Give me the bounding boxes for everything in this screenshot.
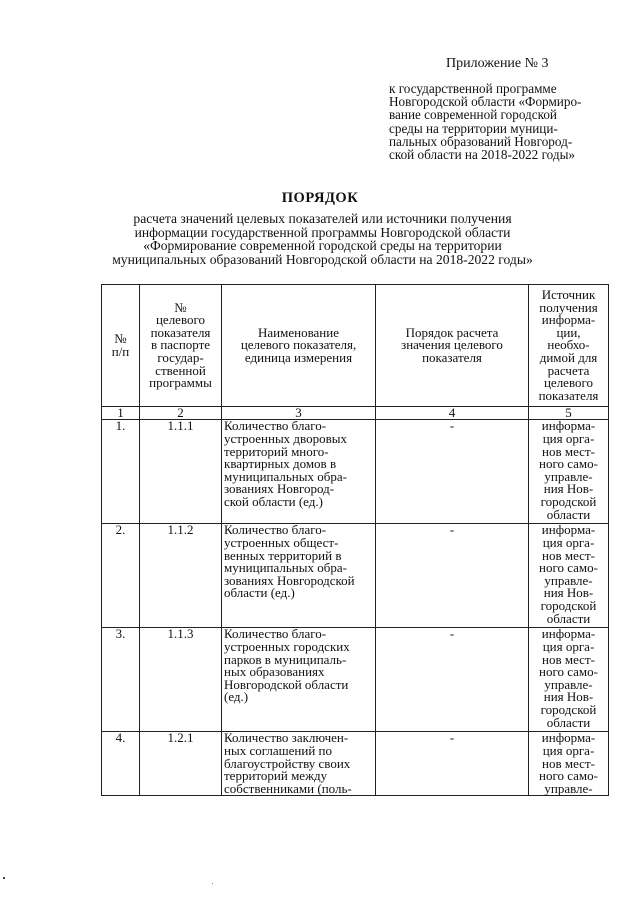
indicator-code: 1.1.1 xyxy=(140,420,222,524)
table-row xyxy=(102,628,609,732)
cell-line: управле- xyxy=(544,572,593,588)
cell-line: венных территорий в xyxy=(224,547,342,563)
header-line: государ- xyxy=(157,349,204,365)
indicator-name xyxy=(222,524,376,628)
column-number: 5 xyxy=(529,407,609,420)
cell-line: квартирных домов в xyxy=(224,456,337,472)
cell-line: ного само- xyxy=(539,456,598,472)
cell-line: городской xyxy=(540,597,597,613)
column-number: 2 xyxy=(140,407,222,420)
cell-line: территорий много- xyxy=(224,443,329,459)
cell-line: Новгородской области xyxy=(224,676,349,692)
cell-line: области xyxy=(546,610,591,626)
cell-line: Количество благо- xyxy=(224,522,327,538)
header-line: ции, xyxy=(556,324,581,340)
cell-line: устроенных дворовых xyxy=(224,430,347,446)
indicator-name xyxy=(222,732,376,796)
table-row xyxy=(102,732,609,796)
cell-line: управле- xyxy=(544,676,593,692)
row-number: 1. xyxy=(102,420,140,524)
cell-line: ской области (ед.) xyxy=(224,493,323,509)
appendix-line: ской области на 2018-2022 годы» xyxy=(389,147,576,163)
cell-line: устроенных городских xyxy=(224,638,350,654)
row-number: 3. xyxy=(102,628,140,732)
cell-line: собственниками (поль- xyxy=(224,780,352,796)
cell-line: ного само- xyxy=(539,768,598,784)
cell-line: городской xyxy=(540,701,597,717)
cell-line: информа- xyxy=(541,626,596,642)
cell-line: городской xyxy=(540,493,597,509)
indicators-table xyxy=(101,284,609,796)
document-subtitle xyxy=(100,212,545,266)
header-line: показателя xyxy=(422,349,482,365)
indicator-code: 1.1.2 xyxy=(140,524,222,628)
data-source xyxy=(529,420,609,524)
document-heading: ПОРЯДОК xyxy=(281,190,359,206)
header-line: получения xyxy=(539,299,598,315)
cell-line: муниципальных обра- xyxy=(224,560,347,576)
scan-artifact xyxy=(3,877,5,879)
appendix-line: среды на территории муници- xyxy=(389,120,558,136)
cell-line: ния Нов- xyxy=(543,481,594,497)
cell-line: ция орга- xyxy=(542,742,595,758)
cell-line: ного само- xyxy=(539,664,598,680)
cell-line: Количество заключен- xyxy=(224,730,349,746)
header-line: димой для xyxy=(539,349,598,365)
header-line: № xyxy=(114,331,127,347)
header-line: программы xyxy=(149,375,212,391)
subtitle-line: муниципальных образований Новгородской области на 2018-2022 годы» xyxy=(112,251,533,267)
indicator-code: 1.2.1 xyxy=(140,732,222,796)
header-cell-data-source xyxy=(529,285,609,407)
appendix-line: к государственной программе xyxy=(389,81,557,96)
cell-line: информа- xyxy=(541,730,596,746)
cell-line: (ед.) xyxy=(224,689,249,705)
column-number: 4 xyxy=(376,407,529,420)
cell-line: области (ед.) xyxy=(224,585,295,601)
cell-line: ция орга- xyxy=(542,638,595,654)
header-line: информа- xyxy=(541,312,596,328)
header-cell-indicator-code xyxy=(140,285,222,407)
cell-line: Количество благо- xyxy=(224,626,327,642)
cell-line: устроенных общест- xyxy=(224,534,339,550)
cell-line: зованиях Новгородской xyxy=(224,572,355,588)
cell-line: информа- xyxy=(541,522,596,538)
header-line: расчета xyxy=(547,362,590,378)
cell-line: ция орга- xyxy=(542,534,595,550)
table-header-row xyxy=(102,285,609,407)
appendix-line: Новгородской области «Формиро- xyxy=(389,94,582,110)
calculation-method: - xyxy=(376,628,529,732)
cell-line: управле- xyxy=(544,468,593,484)
cell-line: нов мест- xyxy=(542,443,595,459)
cell-line: области xyxy=(546,714,591,730)
cell-line: благоустройству своих xyxy=(224,755,351,771)
header-line: значения целевого xyxy=(401,337,503,353)
cell-line: информа- xyxy=(541,418,596,434)
header-line: единица измерения xyxy=(244,349,353,365)
cell-line: ния Нов- xyxy=(543,585,594,601)
cell-line: территорий между xyxy=(224,768,328,784)
cell-line: зованиях Новгород- xyxy=(224,481,335,497)
header-line: № xyxy=(174,299,187,315)
appendix-title: Приложение № 3 xyxy=(446,56,549,71)
subtitle-line: расчета значений целевых показателей или источники получения xyxy=(133,211,512,226)
cell-line: ных образованиях xyxy=(224,664,325,680)
cell-line: управле- xyxy=(544,780,593,796)
cell-line: ных соглашений по xyxy=(224,742,332,758)
cell-line: области xyxy=(546,506,591,522)
header-cell-indicator-name xyxy=(222,285,376,407)
cell-line: ния Нов- xyxy=(543,689,594,705)
row-number: 4. xyxy=(102,732,140,796)
header-line: Источник xyxy=(541,287,596,302)
column-number: 1 xyxy=(102,407,140,420)
data-source xyxy=(529,628,609,732)
header-line: целевого показателя, xyxy=(240,337,357,353)
appendix-line: вание современной городской xyxy=(389,107,557,123)
calculation-method: - xyxy=(376,732,529,796)
header-cell-number xyxy=(102,285,140,407)
appendix-line: пальных образований Новгород- xyxy=(389,133,573,149)
table-row xyxy=(102,420,609,524)
cell-line: нов мест- xyxy=(542,651,595,667)
calculation-method: - xyxy=(376,420,529,524)
data-source xyxy=(529,524,609,628)
cell-line: нов мест- xyxy=(542,755,595,771)
header-line: показателя xyxy=(538,387,599,403)
table-row xyxy=(102,524,609,628)
cell-line: Количество благо- xyxy=(224,418,327,434)
cell-line: парков в муниципаль- xyxy=(224,651,347,667)
header-line: необхо- xyxy=(547,337,590,353)
header-cell-calculation-method xyxy=(376,285,529,407)
indicator-code: 1.1.3 xyxy=(140,628,222,732)
calculation-method: - xyxy=(376,524,529,628)
column-number: 3 xyxy=(222,407,376,420)
header-line: Наименование xyxy=(258,324,339,340)
cell-line: нов мест- xyxy=(542,547,595,563)
cell-line: муниципальных обра- xyxy=(224,468,347,484)
indicator-name xyxy=(222,420,376,524)
indicator-name xyxy=(222,628,376,732)
row-number: 2. xyxy=(102,524,140,628)
subtitle-line: «Формирование современной городской среды на территории xyxy=(143,238,502,254)
subtitle-line: информации государственной программы Новгородской области xyxy=(134,224,511,240)
scan-artifact xyxy=(212,883,213,884)
cell-line: ция орга- xyxy=(542,430,595,446)
header-line: ственной xyxy=(155,362,206,378)
appendix-reference xyxy=(389,82,613,161)
header-line: показателя xyxy=(150,324,211,340)
header-line: целевого xyxy=(543,375,594,391)
data-source xyxy=(529,732,609,796)
cell-line: ного само- xyxy=(539,560,598,576)
header-line: в паспорте xyxy=(150,337,211,353)
header-line: п/п xyxy=(111,343,130,359)
header-line: целевого xyxy=(155,312,206,328)
header-line: Порядок расчета xyxy=(405,324,499,340)
